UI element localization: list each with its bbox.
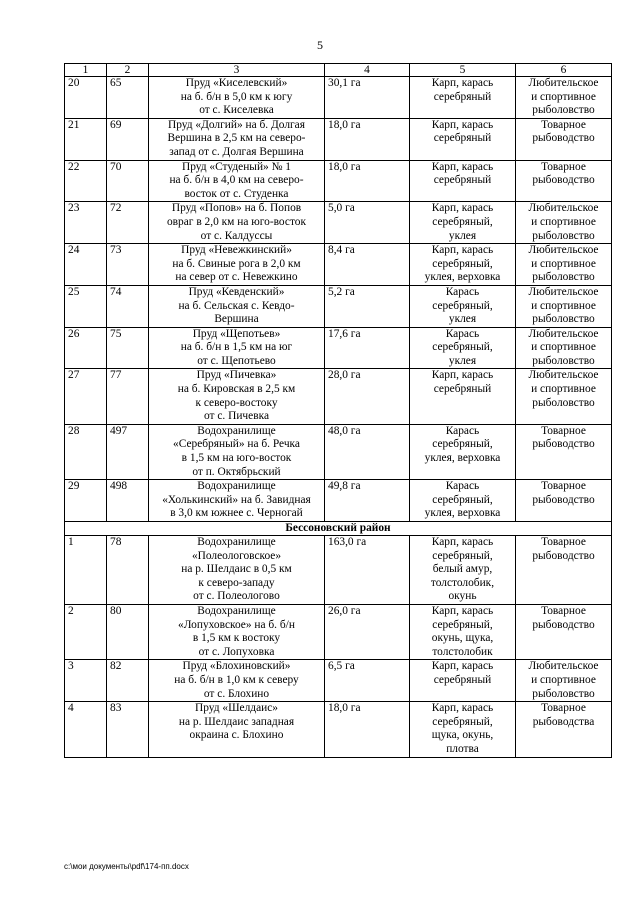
water-body-name: Пруд «Студеный» № 1 на б. б/н в 4,0 км на северо- восток от с. Студенка xyxy=(149,160,325,202)
row-number: 1 xyxy=(65,536,107,605)
registry-number: 83 xyxy=(107,702,149,757)
table-row xyxy=(65,118,612,160)
registry-number: 70 xyxy=(107,160,149,202)
table-row xyxy=(65,160,612,202)
table-row xyxy=(65,480,612,522)
fish-species: Карп, карась серебряный xyxy=(410,369,516,424)
row-number: 2 xyxy=(65,604,107,659)
water-area: 48,0 га xyxy=(325,424,410,479)
registry-number: 73 xyxy=(107,244,149,286)
fishery-table xyxy=(64,63,612,758)
water-body-name: Пруд «Невежкинский» на б. Свиные рога в 2,0 км на север от с. Невежкино xyxy=(149,244,325,286)
row-number: 28 xyxy=(65,424,107,479)
water-area: 17,6 га xyxy=(325,327,410,369)
registry-number: 74 xyxy=(107,285,149,327)
row-number: 22 xyxy=(65,160,107,202)
column-header: 5 xyxy=(410,64,516,77)
usage-type: Товарное рыбоводство xyxy=(516,118,612,160)
table-row xyxy=(65,702,612,757)
water-body-name: Пруд «Долгий» на б. Долгая Вершина в 2,5 км на северо- запад от с. Долгая Вершина xyxy=(149,118,325,160)
registry-number: 69 xyxy=(107,118,149,160)
water-body-name: Пруд «Попов» на б. Попов овраг в 2,0 км на юго-восток от с. Калдуссы xyxy=(149,202,325,244)
water-area: 163,0 га xyxy=(325,536,410,605)
water-body-name: Водохранилище «Полеологовское» на р. Шелдаис в 0,5 км к северо-западу от с. Полеологово xyxy=(149,536,325,605)
fish-species: Карп, карась серебряный xyxy=(410,160,516,202)
section-title: Бессоновский район xyxy=(65,522,612,536)
water-body-name: Пруд «Щепотьев» на б. б/н в 1,5 км на юг от с. Щепотьево xyxy=(149,327,325,369)
column-header: 6 xyxy=(516,64,612,77)
table-row xyxy=(65,660,612,702)
table-row xyxy=(65,536,612,605)
usage-type: Любительское и спортивное рыболовство xyxy=(516,660,612,702)
water-body-name: Пруд «Шелдаис» на р. Шелдаис западная окраина с. Блохино xyxy=(149,702,325,757)
water-area: 18,0 га xyxy=(325,118,410,160)
fish-species: Карп, карась серебряный, окунь, щука, толстолобик xyxy=(410,604,516,659)
usage-type: Товарное рыбоводство xyxy=(516,160,612,202)
water-body-name: Водохранилище «Серебряный» на б. Речка в 1,5 км на юго-восток от п. Октябрьский xyxy=(149,424,325,479)
fish-species: Карп, карась серебряный, уклея, верховка xyxy=(410,244,516,286)
page-number: 5 xyxy=(317,38,323,52)
fish-species: Карась серебряный, уклея, верховка xyxy=(410,424,516,479)
table-row xyxy=(65,604,612,659)
usage-type: Любительское и спортивное рыболовство xyxy=(516,202,612,244)
water-area: 26,0 га xyxy=(325,604,410,659)
fish-species: Карп, карась серебряный, уклея xyxy=(410,202,516,244)
row-number: 20 xyxy=(65,77,107,119)
section-row xyxy=(65,522,612,536)
row-number: 29 xyxy=(65,480,107,522)
water-area: 5,0 га xyxy=(325,202,410,244)
registry-number: 80 xyxy=(107,604,149,659)
usage-type: Товарное рыбоводство xyxy=(516,536,612,605)
water-area: 30,1 га xyxy=(325,77,410,119)
usage-type: Товарное рыбоводство xyxy=(516,480,612,522)
fish-species: Карп, карась серебряный xyxy=(410,77,516,119)
usage-type: Любительское и спортивное рыболовство xyxy=(516,77,612,119)
fish-species: Карп, карась серебряный xyxy=(410,660,516,702)
water-body-name: Пруд «Пичевка» на б. Кировская в 2,5 км к северо-востоку от с. Пичевка xyxy=(149,369,325,424)
table-row xyxy=(65,202,612,244)
water-area: 18,0 га xyxy=(325,160,410,202)
registry-number: 82 xyxy=(107,660,149,702)
water-body-name: Пруд «Кевденский» на б. Сельская с. Кевдо- Вершина xyxy=(149,285,325,327)
usage-type: Любительское и спортивное рыболовство xyxy=(516,244,612,286)
water-area: 28,0 га xyxy=(325,369,410,424)
usage-type: Любительское и спортивное рыболовство xyxy=(516,369,612,424)
table-row xyxy=(65,77,612,119)
fish-species: Карп, карась серебряный, белый амур, толстолобик, окунь xyxy=(410,536,516,605)
table-row xyxy=(65,244,612,286)
fish-species: Карась серебряный, уклея xyxy=(410,285,516,327)
water-area: 5,2 га xyxy=(325,285,410,327)
usage-type: Товарное рыбоводства xyxy=(516,702,612,757)
registry-number: 498 xyxy=(107,480,149,522)
column-header: 1 xyxy=(65,64,107,77)
water-area: 18,0 га xyxy=(325,702,410,757)
row-number: 23 xyxy=(65,202,107,244)
water-body-name: Водохранилище «Холькинский» на б. Завидная в 3,0 км южнее с. Черногай xyxy=(149,480,325,522)
registry-number: 78 xyxy=(107,536,149,605)
water-area: 8,4 га xyxy=(325,244,410,286)
table-row xyxy=(65,285,612,327)
water-area: 6,5 га xyxy=(325,660,410,702)
fish-species: Карп, карась серебряный, щука, окунь, плотва xyxy=(410,702,516,757)
registry-number: 77 xyxy=(107,369,149,424)
column-header: 2 xyxy=(107,64,149,77)
row-number: 4 xyxy=(65,702,107,757)
table-row xyxy=(65,424,612,479)
table-row xyxy=(65,327,612,369)
fish-species: Карась серебряный, уклея xyxy=(410,327,516,369)
water-body-name: Водохранилище «Лопуховское» на б. б/н в 1,5 км к востоку от с. Лопуховка xyxy=(149,604,325,659)
water-body-name: Пруд «Блохиновский» на б. б/н в 1,0 км к северу от с. Блохино xyxy=(149,660,325,702)
footer-file-path: c:\мои документы\pdf\174-пп.docx xyxy=(64,862,189,871)
row-number: 26 xyxy=(65,327,107,369)
registry-number: 75 xyxy=(107,327,149,369)
usage-type: Любительское и спортивное рыболовство xyxy=(516,285,612,327)
row-number: 24 xyxy=(65,244,107,286)
table-row xyxy=(65,369,612,424)
usage-type: Товарное рыбоводство xyxy=(516,424,612,479)
row-number: 27 xyxy=(65,369,107,424)
usage-type: Товарное рыбоводство xyxy=(516,604,612,659)
registry-number: 65 xyxy=(107,77,149,119)
row-number: 3 xyxy=(65,660,107,702)
registry-number: 72 xyxy=(107,202,149,244)
usage-type: Любительское и спортивное рыболовство xyxy=(516,327,612,369)
fish-species: Карп, карась серебряный xyxy=(410,118,516,160)
registry-number: 497 xyxy=(107,424,149,479)
water-area: 49,8 га xyxy=(325,480,410,522)
water-body-name: Пруд «Киселевский» на б. б/н в 5,0 км к югу от с. Киселевка xyxy=(149,77,325,119)
row-number: 21 xyxy=(65,118,107,160)
row-number: 25 xyxy=(65,285,107,327)
column-header: 3 xyxy=(149,64,325,77)
fish-species: Карась серебряный, уклея, верховка xyxy=(410,480,516,522)
column-header: 4 xyxy=(325,64,410,77)
table-header-row xyxy=(65,64,612,77)
